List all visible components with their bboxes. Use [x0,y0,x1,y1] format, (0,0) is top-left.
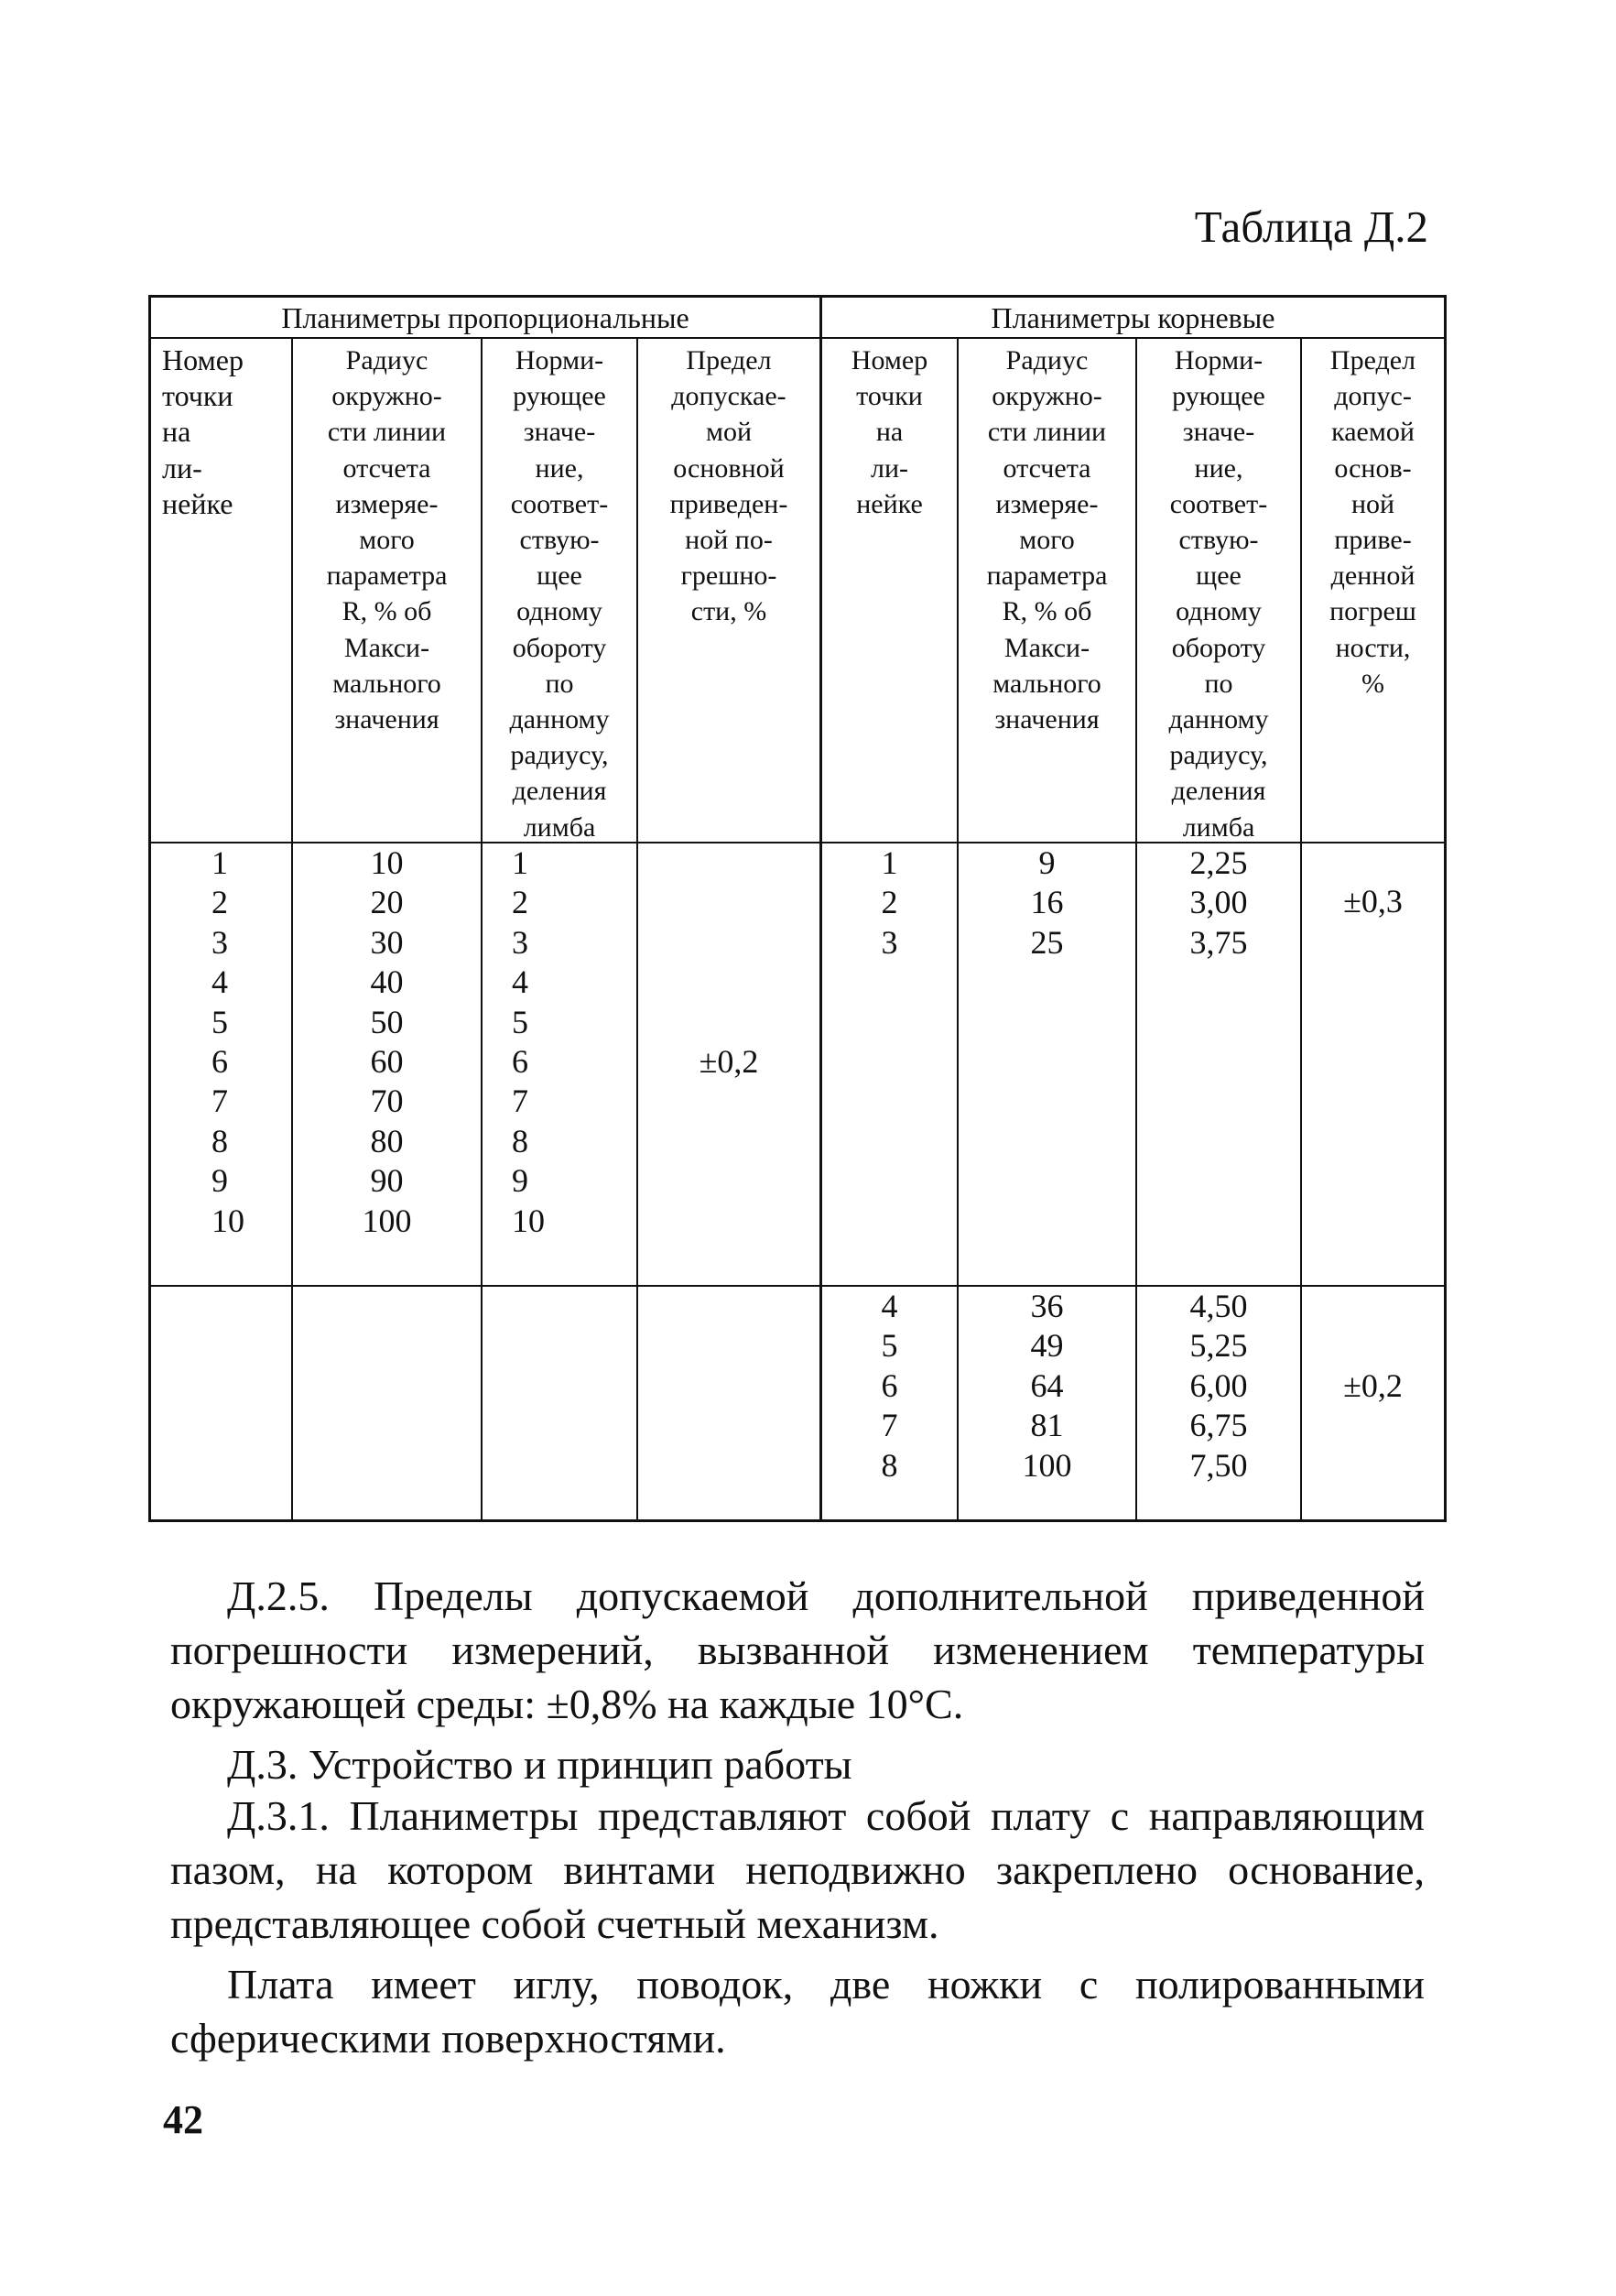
table-cell: 30 [370,923,404,961]
table-cell: 3 [211,923,228,961]
table-cell: 6 [512,1043,528,1081]
table-cell: 9 [512,1162,528,1200]
table-cell: 3,75 [1189,923,1248,961]
table-cell: 90 [370,1162,404,1200]
table-cell: 1 [512,844,528,881]
table-cell: 4,50 [1189,1288,1248,1324]
header-point-number-left: Номер точки на ли- нейке [162,343,244,520]
table-cell: 80 [370,1122,404,1159]
root-norm-values-b [1137,1287,1300,1485]
table-cell: 2 [881,884,898,921]
table-cell: 50 [370,1003,404,1040]
table-cell: 3 [881,923,898,961]
table-cell: 7 [211,1083,228,1120]
table-cell: 4 [211,963,228,1001]
header-radius-left: Радиус окружно- сти линии отсчета измеряе- мого параметра R, % об Макси- мального значения [326,345,448,735]
table-cell: 10 [211,1202,244,1239]
table-cell: 6 [211,1043,228,1081]
header-radius-right: Радиус окружно- сти линии отсчета измеряе- мого параметра R, % об Макси- мального значения [986,345,1108,735]
table-cell: 3,00 [1189,884,1248,921]
table-cell: 7 [881,1407,898,1444]
table-cell: 10 [370,844,404,881]
rule-under-group-headers [151,337,1444,339]
table-cell: 3 [512,923,528,961]
table-cell: 36 [1030,1288,1064,1324]
table-cell: 100 [362,1202,412,1239]
root-tolerance-b: ±0,2 [1343,1367,1403,1404]
root-tolerance-a: ±0,3 [1343,883,1403,919]
table-cell: 1 [211,844,228,881]
table-cell: 5,25 [1189,1327,1248,1365]
root-radius-values-a [959,843,1135,963]
table-cell: 16 [1030,884,1064,921]
table-cell: 9 [1038,844,1056,881]
table-cell: 1 [881,844,898,881]
table-cell: 2 [211,884,228,921]
page-number: 42 [163,2097,203,2142]
paragraph-d25: Д.2.5. Пределы допускаемой дополнительной приведенной погрешности измерений, вызванной изменением температуры окружающей среды: ±0,8% на каждые 10°С. [170,1572,1425,1727]
root-radius-values-b [959,1287,1135,1485]
table-cell: 8 [512,1122,528,1159]
prop-point-numbers [151,843,291,1241]
table-cell: 49 [1030,1327,1064,1365]
table-cell: 40 [370,963,404,1001]
table-cell: 4 [881,1288,898,1324]
table-cell: 6,00 [1189,1366,1248,1404]
table-cell: 2 [512,884,528,921]
table-cell: 6,75 [1189,1407,1248,1444]
table-cell: 70 [370,1083,404,1120]
table-cell: 7 [512,1083,528,1120]
prop-norm-values [483,843,636,1241]
table-cell: 8 [211,1122,228,1159]
table-cell: 5 [512,1003,528,1040]
specifications-table [148,295,1447,1522]
header-norm-value-right: Норми- рующее значе- ние, соответ- ствую- щее одному обороту по данному радиусу, деления лимба [1168,345,1269,843]
table-cell: 60 [370,1043,404,1081]
table-cell: 8 [881,1446,898,1484]
table-cell: 5 [211,1003,228,1040]
prop-radius-values [293,843,481,1241]
header-norm-value-left: Норми- рующее значе- ние, соответ- ствую- щее одному обороту по данному радиусу, деления лимба [509,345,610,843]
header-tolerance-right: Предел допус- каемой основ- ной приве- денной погреш ности, % [1329,345,1416,699]
table-cell: 20 [370,884,404,921]
prop-tolerance: ±0,2 [699,1043,759,1080]
paragraph-d31: Д.3.1. Планиметры представляют собой плату с направляющим пазом, на котором винтами неподвижно закреплено основание, представляющее собой счетный механизм. [170,1792,1425,1947]
paragraph-plate: Плата имеет иглу, поводок, две ножки с полированными сферическими поверхностями. [170,1961,1425,2062]
group-header-root: Планиметры корневые [991,301,1275,334]
table-cell: 6 [881,1366,898,1404]
group-header-proportional: Планиметры пропорциональные [281,301,689,334]
table-cell: 9 [211,1162,228,1200]
header-tolerance-left: Предел допускае- мой основной приведен- ной по- грешно- сти, % [669,345,788,627]
table-cell: 64 [1030,1366,1064,1404]
root-point-numbers-b [822,1287,957,1485]
table-cell: 2,25 [1189,844,1248,881]
table-cell: 4 [512,963,528,1001]
table-cell: 7,50 [1189,1446,1248,1484]
table-cell: 81 [1030,1407,1064,1444]
section-heading-d3: Д.3. Устройство и принцип работы [227,1741,852,1788]
root-norm-values-a [1137,843,1300,963]
table-cell: 5 [881,1327,898,1365]
table-cell: 100 [1022,1446,1072,1484]
table-cell: 25 [1030,923,1064,961]
root-point-numbers-a [822,843,957,963]
table-cell: 10 [512,1202,545,1239]
header-point-number-right: Номер точки на ли- нейке [851,345,928,519]
table-caption: Таблица Д.2 [1194,201,1428,252]
